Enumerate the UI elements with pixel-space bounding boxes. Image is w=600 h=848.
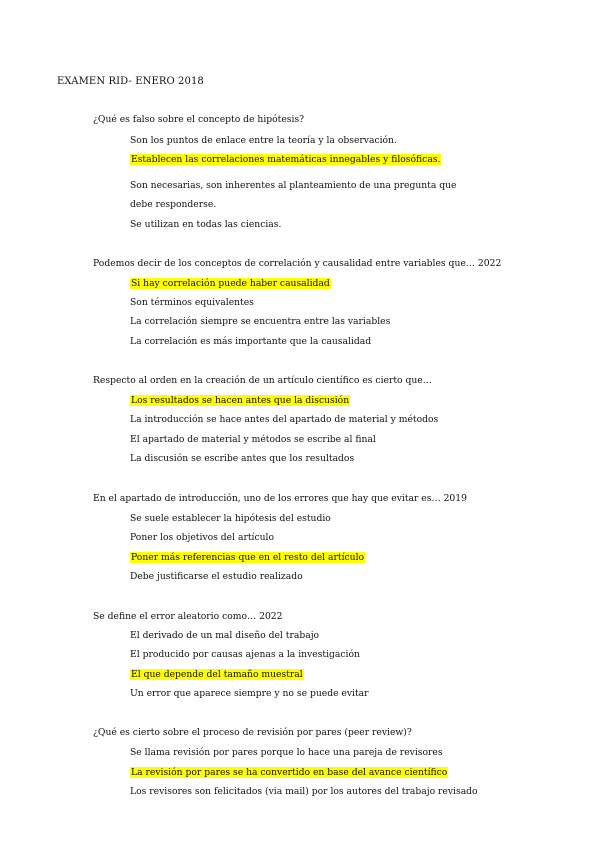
- question-5: Se define el error aleatorio como… 2022: [93, 611, 283, 622]
- q4-option-1: Se suele establecer la hipótesis del estudio: [130, 513, 331, 524]
- q6-option-3: Los revisores son felicitados (via mail) por los autores del trabajo revisado: [130, 786, 478, 797]
- q1-option-2-highlight: Establecen las correlaciones matemáticas innegables y filosóficas.: [131, 154, 441, 165]
- q3-option-2: La introducción se hace antes del apartado de material y métodos: [130, 414, 439, 425]
- q1-option-3: Son necesarias, son inherentes al planteamiento de una pregunta que: [130, 180, 457, 191]
- page-title: EXAMEN RID- ENERO 2018: [57, 76, 204, 87]
- q1-option-2: [130, 154, 441, 165]
- q6-option-2: [130, 767, 448, 778]
- q2-option-4: La correlación es más importante que la causalidad: [130, 336, 372, 347]
- q6-option-2-highlight: La revisión por pares se ha convertido en base del avance científico: [131, 767, 448, 778]
- q5-option-4: Un error que aparece siempre y no se puede evitar: [130, 688, 369, 699]
- question-4: En el apartado de introducción, uno de los errores que hay que evitar es… 2019: [93, 493, 467, 504]
- q3-option-3: El apartado de material y métodos se escribe al final: [130, 434, 376, 445]
- q3-option-1: [130, 395, 350, 406]
- q4-option-2: Poner los objetivos del artículo: [130, 532, 275, 543]
- q5-option-3: [130, 669, 304, 680]
- q4-option-4: Debe justificarse el estudio realizado: [130, 571, 303, 582]
- q1-option-3-cont: debe responderse.: [130, 199, 217, 210]
- q3-option-1-highlight: Los resultados se hacen antes que la discusión: [131, 395, 350, 406]
- q4-option-3-highlight: Poner más referencias que en el resto del artículo: [131, 552, 365, 563]
- q5-option-1: El derivado de un mal diseño del trabajo: [130, 630, 320, 641]
- q2-option-2: Son términos equivalentes: [130, 297, 254, 308]
- question-3: Respecto al orden en la creación de un artículo científico es cierto que…: [93, 375, 432, 386]
- question-1: ¿Qué es falso sobre el concepto de hipótesis?: [93, 114, 305, 125]
- q5-option-3-highlight: El que depende del tamaño muestral: [131, 669, 303, 680]
- q5-option-2: El producido por causas ajenas a la investigación: [130, 649, 360, 660]
- question-6: ¿Qué es cierto sobre el proceso de revisión por pares (peer review)?: [93, 727, 412, 738]
- q3-option-4: La discusión se escribe antes que los resultados: [130, 453, 355, 464]
- q2-option-1-highlight: Si hay correlación puede haber causalidad: [131, 278, 330, 289]
- q1-option-4: Se utilizan en todas las ciencias.: [130, 219, 282, 230]
- question-2: Podemos decir de los conceptos de correlación y causalidad entre variables que… 2022: [93, 258, 502, 269]
- q1-option-1: Son los puntos de enlace entre la teoría y la observación.: [130, 135, 397, 146]
- q2-option-3: La correlación siempre se encuentra entre las variables: [130, 316, 391, 327]
- q6-option-1: Se llama revisión por pares porque lo hace una pareja de revisores: [130, 747, 443, 758]
- q2-option-1: [130, 278, 331, 289]
- q4-option-3: [130, 552, 365, 563]
